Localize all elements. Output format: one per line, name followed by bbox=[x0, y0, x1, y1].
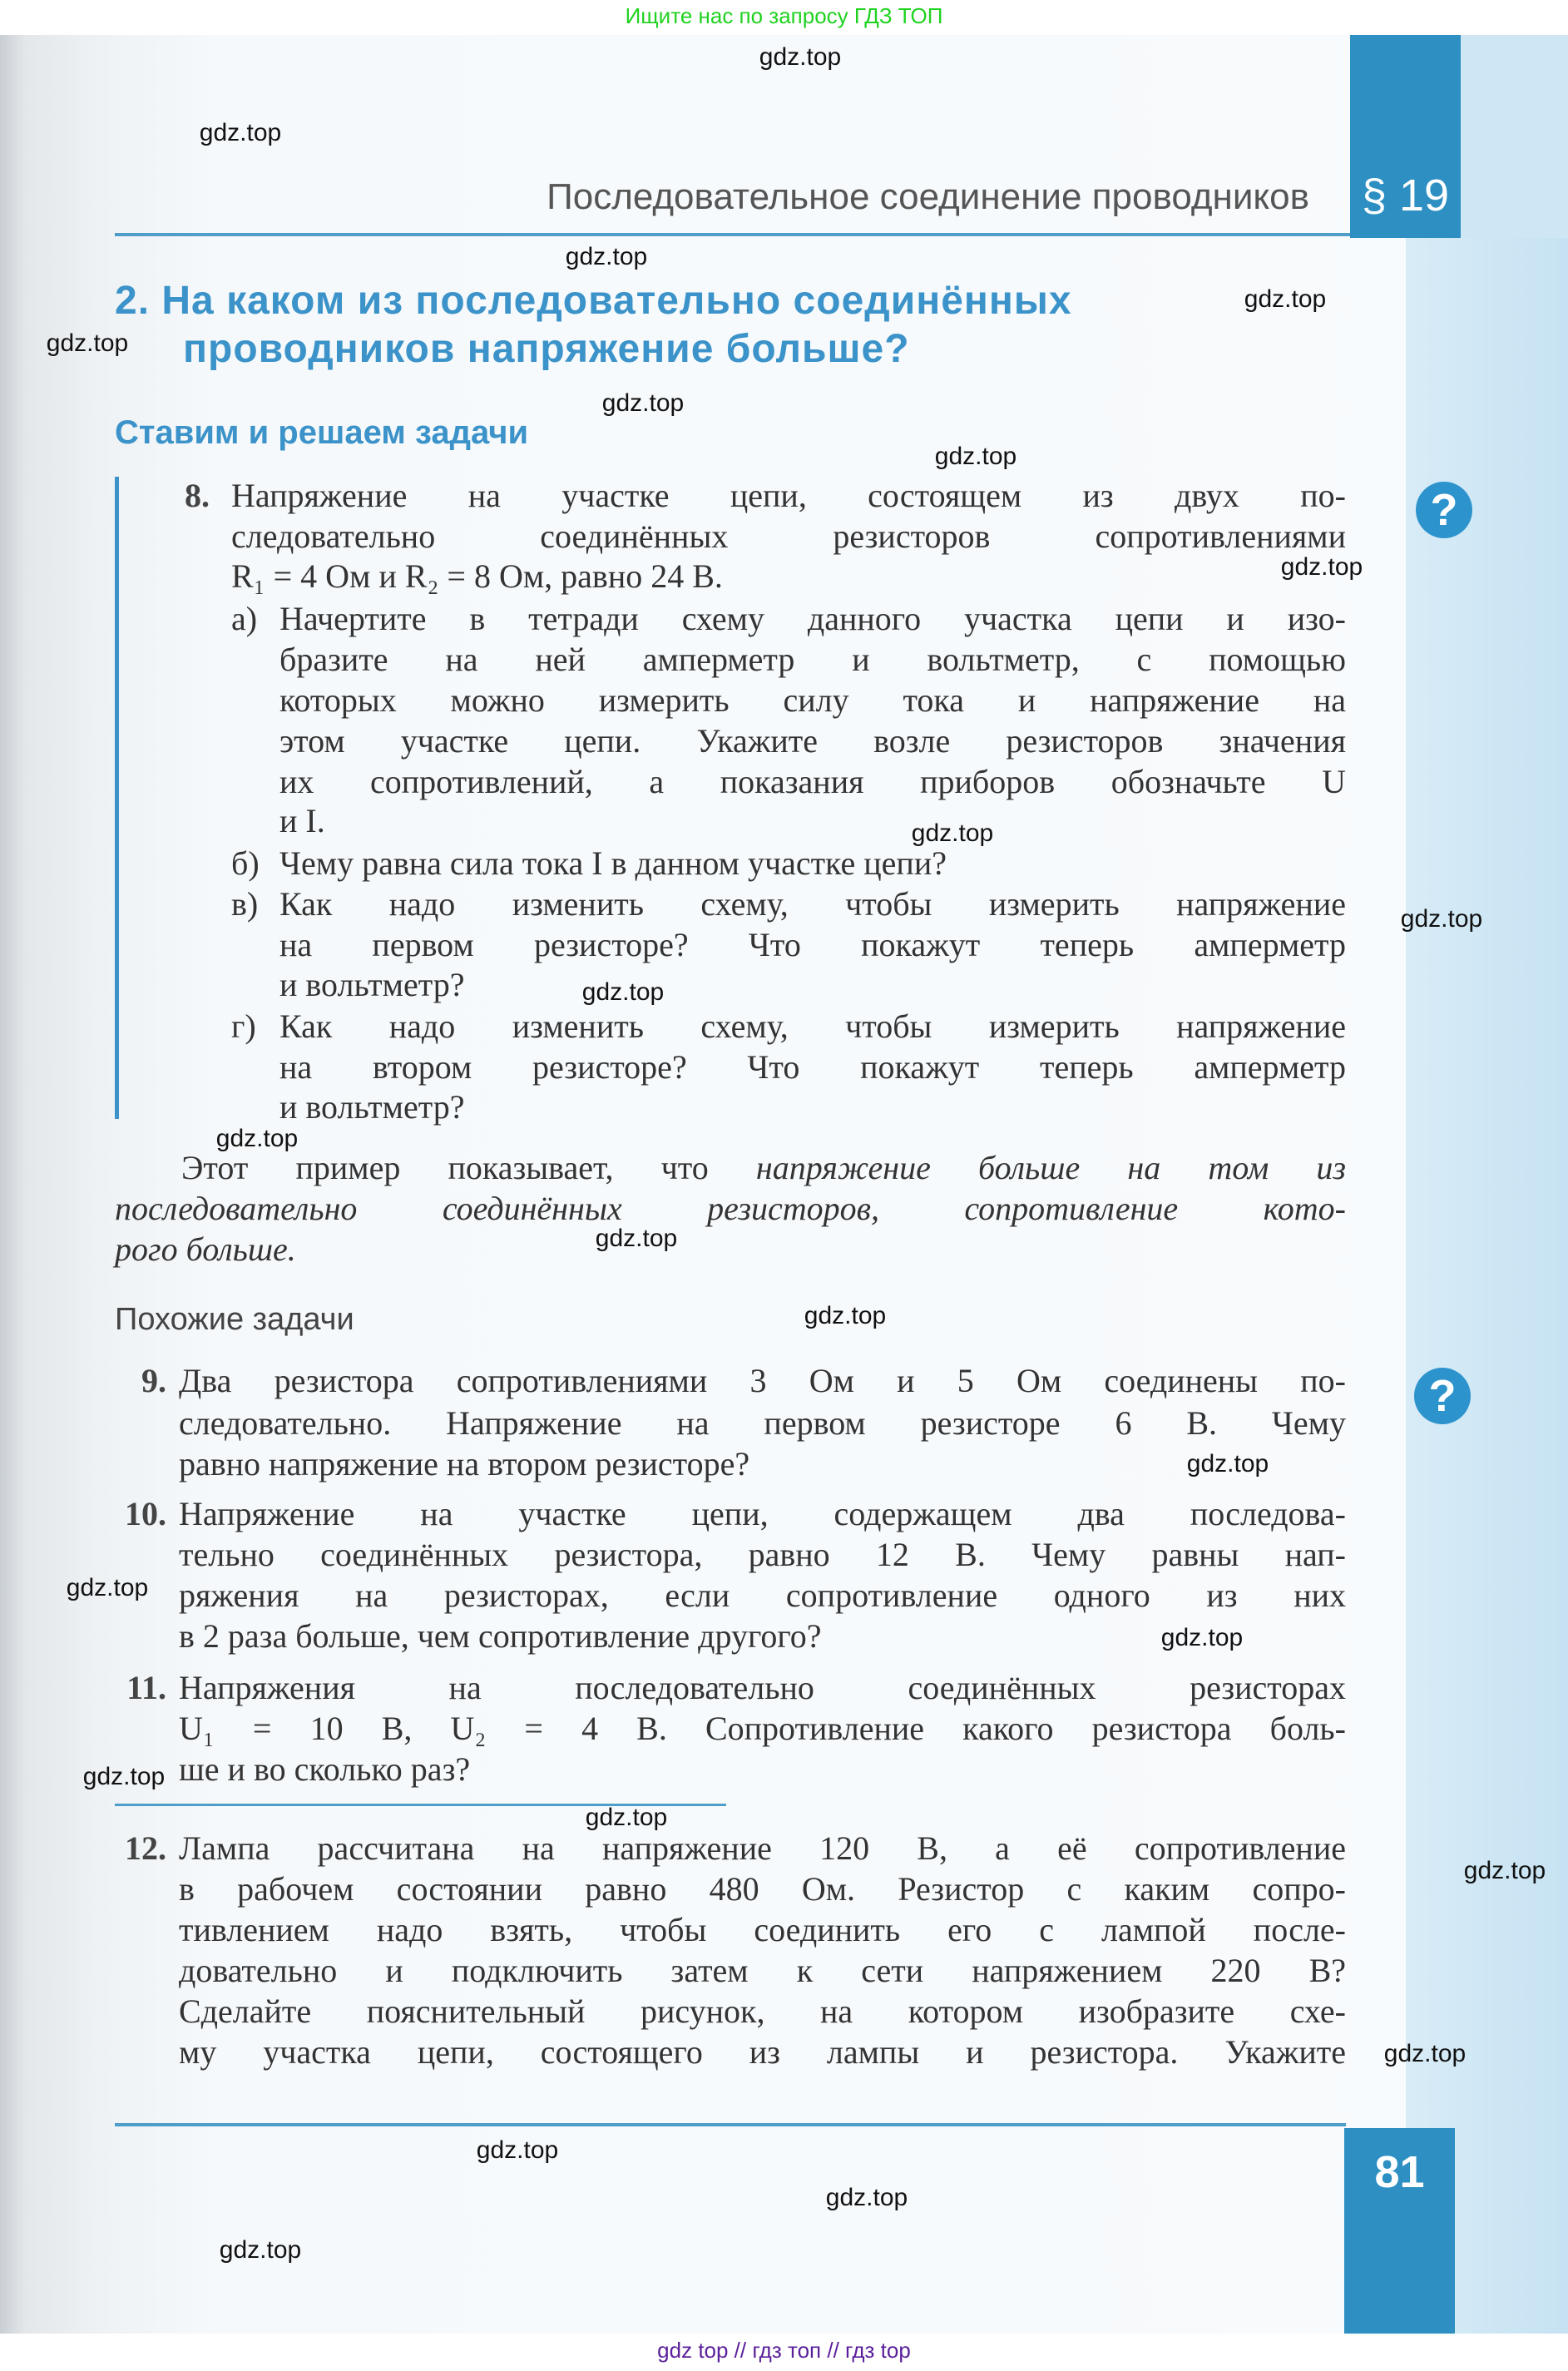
subitem-text: их сопротивлений, а показания приборов обозначьте U bbox=[279, 763, 1346, 800]
watermark: gdz.top bbox=[199, 119, 282, 146]
question-icon: ? bbox=[1414, 1368, 1471, 1424]
watermark: gdz.top bbox=[1463, 1857, 1546, 1884]
section-tab: § 19 bbox=[1350, 35, 1461, 238]
subitem-text: Как надо изменить схему, чтобы измерить напряжение bbox=[279, 885, 1346, 923]
section-heading-line1: 2. На каком из последовательно соединённых bbox=[115, 279, 1072, 323]
problem-text: ряжения на резисторах, если сопротивление одного из них bbox=[179, 1577, 1346, 1614]
subheading: Ставим и решаем задачи bbox=[115, 414, 529, 451]
watermark: gdz.top bbox=[601, 389, 685, 417]
watermark: gdz.top bbox=[215, 1125, 299, 1152]
problem-text: тельно соединённых резистора, равно 12 В. Чему равны нап- bbox=[179, 1536, 1346, 1573]
footer-divider bbox=[115, 2123, 1346, 2126]
conclusion-plain: Этот пример показывает, что bbox=[181, 1149, 756, 1186]
watermark: gdz.top bbox=[219, 2236, 302, 2264]
problem-text: следовательно соединённых резисторов сопротивлениями bbox=[231, 517, 1346, 555]
problem-number: 8. bbox=[185, 477, 210, 514]
watermark: gdz.top bbox=[82, 1763, 166, 1790]
watermark: gdz.top bbox=[1160, 1624, 1244, 1651]
watermark: gdz.top bbox=[565, 243, 648, 270]
watermark: gdz.top bbox=[1186, 1450, 1269, 1478]
subitem-text: и I. bbox=[279, 802, 325, 839]
watermark: gdz.top bbox=[46, 329, 129, 357]
problem-text: U₁ = 10 В, U₂ = 4 В. Сопротивление какого резистора боль- bbox=[179, 1710, 1346, 1747]
problem-number: 11. bbox=[126, 1669, 166, 1706]
watermark: gdz.top bbox=[825, 2184, 908, 2211]
page-number: 81 bbox=[1344, 2128, 1455, 2334]
conclusion-italic: напряжение больше на том из bbox=[755, 1149, 1347, 1186]
problem-text: Сделайте пояснительный рисунок, на котором изобразите схе- bbox=[179, 1992, 1346, 2030]
subitem-text: Чему равна сила тока I в данном участке цепи? bbox=[279, 844, 947, 882]
footer-links[interactable]: gdz top // гдз топ // гдз top bbox=[657, 2338, 911, 2363]
problem-number: 12. bbox=[125, 1829, 166, 1867]
problem-text: Напряжение на участке цепи, содержащем два последова- bbox=[179, 1495, 1346, 1532]
watermark: gdz.top bbox=[911, 819, 994, 847]
problem-text: в 2 раза больше, чем сопротивление другого? bbox=[179, 1617, 822, 1655]
subitem-text: на первом резисторе? Что покажут теперь амперметр bbox=[279, 926, 1346, 963]
subitem-text: на втором резисторе? Что покажут теперь амперметр bbox=[279, 1048, 1346, 1086]
problem-text: му участка цепи, состоящего из лампы и резистора. Укажите bbox=[179, 2033, 1346, 2071]
running-title: Последовательное соединение проводников bbox=[547, 176, 1309, 217]
subitem-label: б) bbox=[231, 844, 260, 882]
subitem-label: г) bbox=[231, 1007, 256, 1045]
problem-text: тивлением надо взять, чтобы соединить его с лампой после- bbox=[179, 1911, 1346, 1948]
watermark: gdz.top bbox=[1280, 553, 1363, 581]
problem-text: в рабочем состоянии равно 480 Ом. Резистор с каким сопро- bbox=[179, 1870, 1346, 1908]
subitem-label: в) bbox=[231, 885, 259, 923]
problem-text: Два резистора сопротивлениями 3 Ом и 5 Ом соединены по- bbox=[179, 1362, 1346, 1399]
search-hint[interactable]: Ищите нас по запросу ГДЗ ТОП bbox=[625, 3, 943, 28]
header-divider bbox=[115, 233, 1350, 236]
section-heading-line2: проводников напряжение больше? bbox=[183, 327, 910, 371]
subitem-text: и вольтметр? bbox=[279, 1088, 465, 1126]
conclusion-italic: рого больше. bbox=[115, 1230, 296, 1268]
problem-text: ше и во сколько раз? bbox=[179, 1750, 471, 1788]
problem-text: равно напряжение на втором резисторе? bbox=[179, 1445, 750, 1482]
watermark: gdz.top bbox=[934, 443, 1017, 470]
watermark: gdz.top bbox=[1383, 2040, 1467, 2067]
problem-text: Напряжение на участке цепи, состоящем из двух по- bbox=[231, 477, 1346, 514]
subitem-text: Как надо изменить схему, чтобы измерить напряжение bbox=[279, 1007, 1346, 1045]
watermark: gdz.top bbox=[581, 978, 665, 1006]
margin-strip-top bbox=[1461, 35, 1568, 238]
subitem-text: Начертите в тетради схему данного участка цепи и изо- bbox=[279, 600, 1346, 637]
subitem-label: а) bbox=[231, 600, 258, 637]
conclusion-italic: последовательно соединённых резисторов, сопротивление кото- bbox=[115, 1190, 1346, 1227]
problem-number: 9. bbox=[141, 1362, 166, 1399]
problem-text: следовательно. Напряжение на первом резисторе 6 В. Чему bbox=[179, 1404, 1346, 1442]
watermark: gdz.top bbox=[759, 43, 842, 71]
question-icon: ? bbox=[1416, 482, 1472, 538]
watermark: gdz.top bbox=[585, 1804, 668, 1831]
subitem-text: и вольтметр? bbox=[279, 966, 465, 1003]
problem-number: 10. bbox=[125, 1495, 166, 1532]
watermark: gdz.top bbox=[1400, 905, 1483, 933]
problem-text: Напряжения на последовательно соединённых резисторах bbox=[179, 1669, 1346, 1706]
similar-title: Похожие задачи bbox=[115, 1302, 354, 1337]
problem-text: Лампа рассчитана на напряжение 120 В, а её сопротивление bbox=[179, 1829, 1346, 1867]
watermark: gdz.top bbox=[804, 1302, 887, 1329]
conclusion-line bbox=[115, 1229, 1346, 1270]
subitem-text: этом участке цепи. Укажите возле резисторов значения bbox=[279, 722, 1346, 760]
conclusion-line bbox=[181, 1147, 1346, 1189]
watermark: gdz.top bbox=[476, 2136, 559, 2164]
watermark: gdz.top bbox=[1244, 285, 1327, 313]
conclusion-line bbox=[115, 1188, 1346, 1230]
problem-text: довательно и подключить затем к сети напряжением 220 В? bbox=[179, 1952, 1346, 1989]
subitem-text: которых можно измерить силу тока и напряжение на bbox=[279, 681, 1346, 719]
watermark: gdz.top bbox=[595, 1225, 678, 1252]
problem-text: R₁ = 4 Ом и R₂ = 8 Ом, равно 24 В. bbox=[231, 557, 723, 595]
margin-strip bbox=[1406, 238, 1568, 2334]
subitem-text: бразите на ней амперметр и вольтметр, с помощью bbox=[279, 641, 1346, 678]
watermark: gdz.top bbox=[66, 1574, 149, 1601]
problem-bar bbox=[115, 477, 119, 1119]
